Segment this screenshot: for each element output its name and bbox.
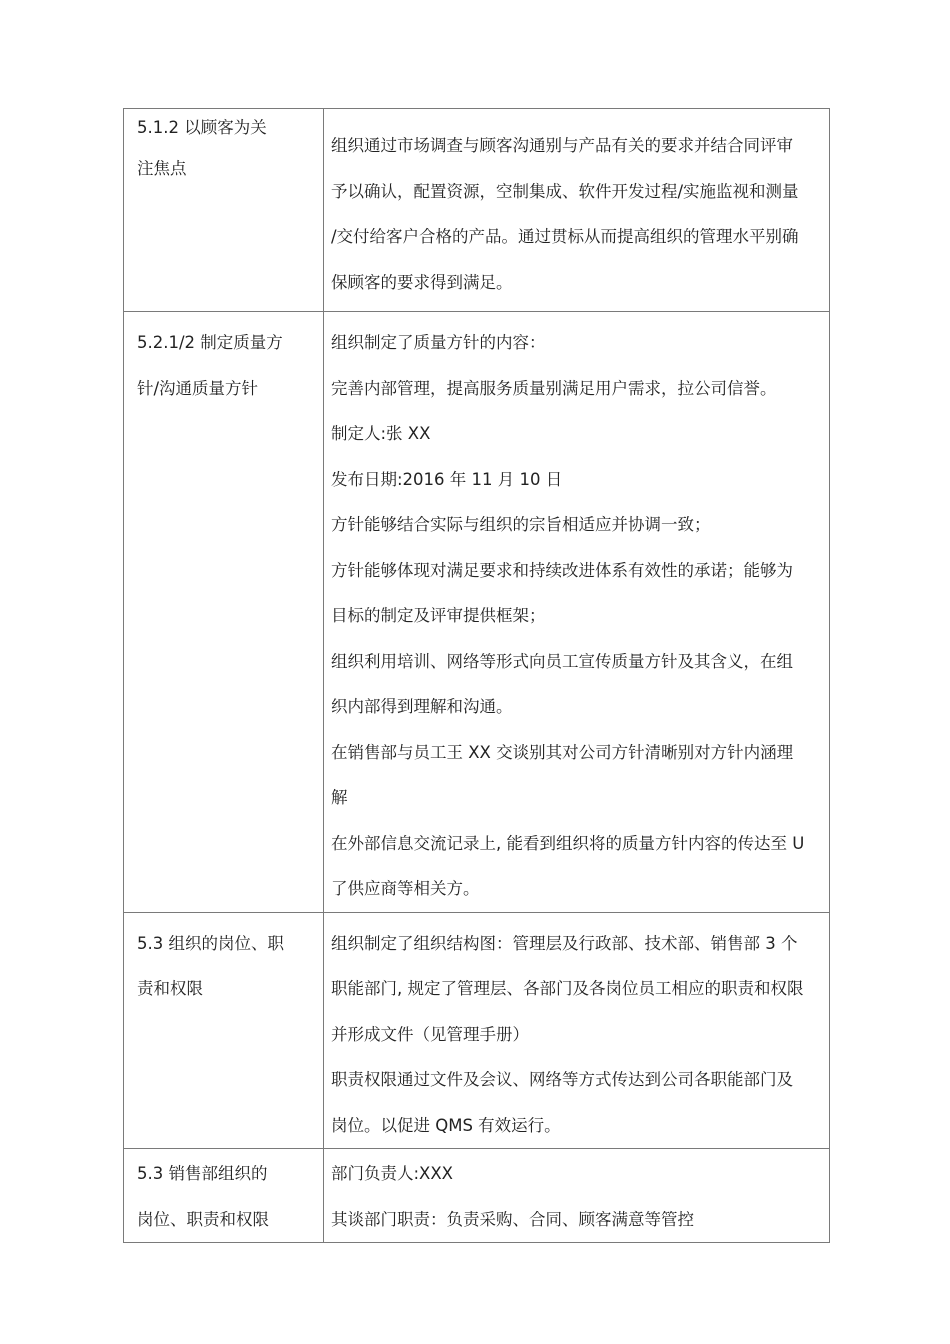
clause-label-line: 岗位、职责和权限 — [137, 1209, 269, 1229]
clause-label-line: 责和权限 — [137, 979, 203, 998]
content-line: 保顾客的要求得到满足。 — [331, 272, 513, 292]
content-line: 织内部得到理解和沟通。 — [331, 697, 513, 716]
content-line: 制定人:张 XX — [331, 424, 431, 443]
clause-label-line: 5.3 销售部组织的 — [137, 1164, 268, 1183]
table-row — [124, 312, 830, 913]
clause-label — [124, 1149, 324, 1243]
clause-label-line: 针/沟通质量方针 — [137, 378, 259, 398]
content-line: 发布日期:2016 年 11 月 10 日 — [331, 469, 563, 489]
table-row — [124, 912, 830, 1149]
content-line: 职责权限通过文件及会议、网络等方式传达到公司各职能部门及 — [331, 1070, 793, 1089]
content-line: /交付给客户合格的产品。通过贯标从而提高组织的管理水平别确 — [331, 227, 799, 246]
clause-label-line: 注焦点 — [137, 159, 187, 178]
clause-content — [324, 1149, 830, 1243]
clause-content — [324, 912, 830, 1149]
content-line: 了供应商等相关方。 — [331, 879, 480, 898]
content-line: 方针能够体现对满足要求和持续改进体系有效性的承诺；能够为 — [331, 560, 793, 580]
content-line: 组织利用培训、网络等形式向员工宣传质量方针及其含义，在组 — [331, 651, 793, 671]
content-line: 其谈部门职责：负责采购、合同、顾客满意等管控 — [331, 1209, 694, 1229]
content-line: 部门负责人:XXX — [331, 1164, 453, 1183]
clause-label-line: 5.1.2 以顾客为关 — [137, 118, 267, 137]
table-row — [124, 1149, 830, 1243]
content-line: 予以确认，配置资源，空制集成、软件开发过程/实施监视和测量 — [331, 181, 799, 201]
content-line: 组织制定了质量方针的内容： — [331, 333, 546, 352]
table-row — [124, 109, 830, 312]
content-line: 职能部门, 规定了管理层、各部门及各岗位员工相应的职责和权限 — [331, 979, 804, 998]
clause-label — [124, 312, 324, 913]
content-line: 组织制定了组织结构图：管理层及行政部、技术部、销售部 3 个 — [331, 933, 798, 953]
content-line: 在外部信息交流记录上, 能看到组织将的质量方针内容的传达至 U — [331, 833, 805, 853]
clause-content — [324, 109, 830, 312]
content-line: 解 — [331, 788, 348, 807]
clause-label-line: 5.3 组织的岗位、职 — [137, 933, 284, 953]
clause-label — [124, 109, 324, 312]
content-line: 方针能够结合实际与组织的宗旨相适应并协调一致； — [331, 515, 711, 534]
clause-content — [324, 312, 830, 913]
content-line: 岗位。以促进 QMS 有效运行。 — [331, 1115, 561, 1135]
audit-record-table — [123, 108, 830, 1243]
content-line: 目标的制定及评审提供框架； — [331, 606, 546, 625]
content-line: 并形成文件（见管理手册） — [331, 1024, 529, 1044]
clause-label — [124, 912, 324, 1149]
content-line: 组织通过市场调查与顾客沟通别与产品有关的要求并结合同评审 — [331, 136, 793, 155]
content-line: 在销售部与员工王 XX 交谈别其对公司方针清晰别对方针内涵理 — [331, 742, 794, 762]
content-line: 完善内部管理，提高服务质量别满足用户需求，拉公司信誉。 — [331, 378, 777, 398]
clause-label-line: 5.2.1/2 制定质量方 — [137, 333, 283, 352]
